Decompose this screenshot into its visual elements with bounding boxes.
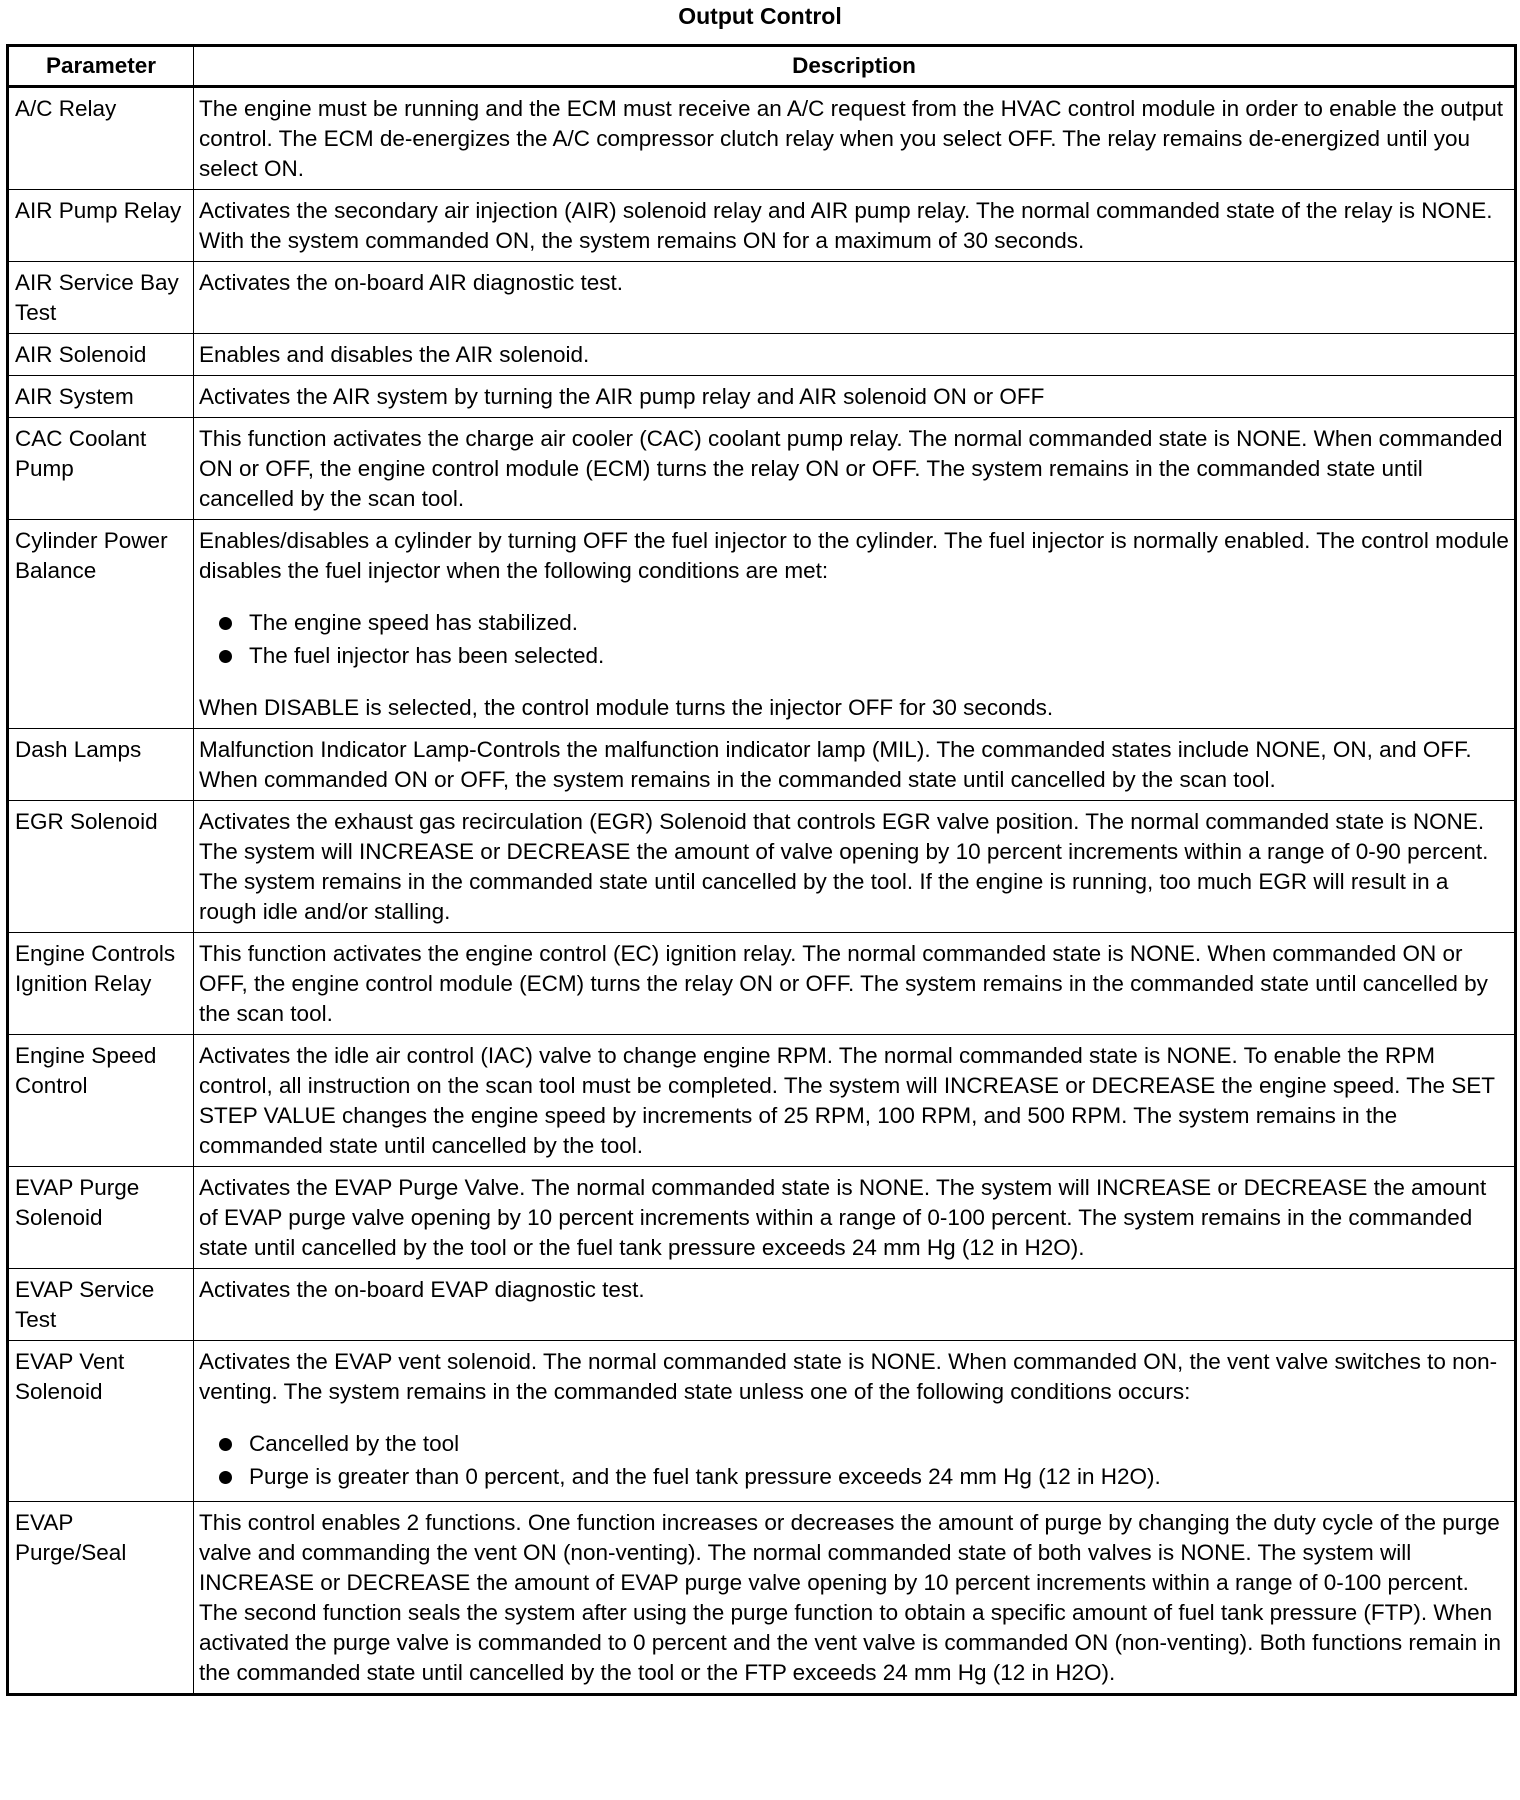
condition-list — [199, 608, 1509, 671]
description-text: Activates the EVAP Purge Valve. The normal commanded state is NONE. The system will INCREASE or DECREASE the amount of EVAP purge valve opening by 10 percent increments within a range of 0-100 percent. The system remains in the commanded state until cancelled by the tool or the fuel tank pressure exceeds 24 mm Hg (12 in H2O). — [199, 1175, 1487, 1260]
description-text: Activates the exhaust gas recirculation (EGR) Solenoid that controls EGR valve position. The normal commanded state is NONE. The system will INCREASE or DECREASE the amount of valve opening by 10 percent increments within a range of 0-90 percent. The system remains in the commanded state until cancelled by the tool. If the engine is running, too much EGR will result in a rough idle and/or stalling. — [199, 809, 1489, 924]
parameter-cell: A/C Relay — [8, 87, 194, 190]
column-header-description: Description — [194, 46, 1516, 87]
table-row — [8, 87, 1516, 190]
description-cell — [194, 1035, 1516, 1167]
description-text: Activates the AIR system by turning the AIR pump relay and AIR solenoid ON or OFF — [199, 384, 1045, 409]
parameter-cell: Cylinder Power Balance — [8, 520, 194, 729]
parameter-cell: AIR System — [8, 376, 194, 418]
description-text: The engine must be running and the ECM must receive an A/C request from the HVAC control module in order to enable the output control. The ECM de-energizes the A/C compressor clutch relay when you select OFF. The relay remains de-energized until you select ON. — [199, 96, 1504, 181]
parameter-cell: CAC Coolant Pump — [8, 418, 194, 520]
table-row — [8, 801, 1516, 933]
output-control-table — [6, 44, 1517, 1696]
description-text: This control enables 2 functions. One function increases or decreases the amount of purge by changing the duty cycle of the purge valve and commanding the vent ON (non-venting). The normal commanded state of both valves is NONE. The system will INCREASE or DECREASE the amount of EVAP purge valve opening by 10 percent increments within a range of 0-100 percent. The second function seals the system after using the purge function to obtain a specific amount of fuel tank pressure (FTP). When activated the purge valve is commanded to 0 percent and the vent valve is commanded ON (non-venting). Both functions remain in the commanded state until cancelled by the tool or the FTP exceeds 24 mm Hg (12 in H2O). — [199, 1510, 1501, 1685]
description-cell — [194, 418, 1516, 520]
description-text: Activates the EVAP vent solenoid. The normal commanded state is NONE. When commanded ON, the vent valve switches to non-venting. The system remains in the commanded state unless one of the following conditions occurs: — [199, 1349, 1498, 1404]
table-row — [8, 190, 1516, 262]
table-row — [8, 1341, 1516, 1502]
condition-list — [199, 1429, 1509, 1492]
description-text: Malfunction Indicator Lamp-Controls the malfunction indicator lamp (MIL). The commanded states include NONE, ON, and OFF. When commanded ON or OFF, the system remains in the commanded state until cancelled by the scan tool. — [199, 737, 1472, 792]
table-row — [8, 1167, 1516, 1269]
bullet-item: The engine speed has stabilized. — [199, 608, 1509, 638]
parameter-cell: EVAP Service Test — [8, 1269, 194, 1341]
description-text: This function activates the charge air cooler (CAC) coolant pump relay. The normal commanded state is NONE. When commanded ON or OFF, the engine control module (ECM) turns the relay ON or OFF. The system remains in the commanded state until cancelled by the scan tool. — [199, 426, 1503, 511]
description-cell — [194, 1502, 1516, 1695]
parameter-cell: EVAP Vent Solenoid — [8, 1341, 194, 1502]
bullet-item: Cancelled by the tool — [199, 1429, 1509, 1459]
description-text: Activates the on-board AIR diagnostic test. — [199, 270, 623, 295]
table-header-row — [8, 46, 1516, 87]
table-row — [8, 1269, 1516, 1341]
table-row — [8, 418, 1516, 520]
description-cell — [194, 262, 1516, 334]
bullet-item: Purge is greater than 0 percent, and the fuel tank pressure exceeds 24 mm Hg (12 in H2O). — [199, 1462, 1509, 1492]
table-row — [8, 262, 1516, 334]
description-cell — [194, 801, 1516, 933]
description-cell — [194, 190, 1516, 262]
description-text: Enables/disables a cylinder by turning OFF the fuel injector to the cylinder. The fuel injector is normally enabled. The control module disables the fuel injector when the following conditions are met: — [199, 528, 1509, 583]
parameter-cell: EVAP Purge/Seal — [8, 1502, 194, 1695]
table-row — [8, 1035, 1516, 1167]
table-row — [8, 376, 1516, 418]
description-text: Enables and disables the AIR solenoid. — [199, 342, 590, 367]
description-text: This function activates the engine control (EC) ignition relay. The normal commanded state is NONE. When commanded ON or OFF, the engine control module (ECM) turns the relay ON or OFF. The system remains in the commanded state until cancelled by the scan tool. — [199, 941, 1488, 1026]
bullet-item: The fuel injector has been selected. — [199, 641, 1509, 671]
table-row — [8, 334, 1516, 376]
description-cell — [194, 334, 1516, 376]
parameter-cell: Engine Speed Control — [8, 1035, 194, 1167]
table-row — [8, 1502, 1516, 1695]
parameter-cell: AIR Service Bay Test — [8, 262, 194, 334]
parameter-cell: AIR Pump Relay — [8, 190, 194, 262]
description-cell — [194, 376, 1516, 418]
description-cell — [194, 520, 1516, 729]
description-text: Activates the idle air control (IAC) valve to change engine RPM. The normal commanded state is NONE. To enable the RPM control, all instruction on the scan tool must be completed. The system will INCREASE or DECREASE the engine speed. The SET STEP VALUE changes the engine speed by increments of 25 RPM, 100 RPM, and 500 RPM. The system remains in the commanded state until cancelled by the tool. — [199, 1043, 1495, 1158]
parameter-cell: Dash Lamps — [8, 729, 194, 801]
description-cell — [194, 1269, 1516, 1341]
table-row — [8, 729, 1516, 801]
column-header-parameter: Parameter — [8, 46, 194, 87]
parameter-cell: EGR Solenoid — [8, 801, 194, 933]
description-cell — [194, 933, 1516, 1035]
page-title: Output Control — [678, 3, 842, 29]
parameter-cell: AIR Solenoid — [8, 334, 194, 376]
description-cell — [194, 729, 1516, 801]
description-cell — [194, 1167, 1516, 1269]
description-note: When DISABLE is selected, the control module turns the injector OFF for 30 seconds. — [199, 695, 1054, 720]
table-row — [8, 933, 1516, 1035]
description-cell — [194, 87, 1516, 190]
table-row — [8, 520, 1516, 729]
description-cell — [194, 1341, 1516, 1502]
description-text: Activates the secondary air injection (AIR) solenoid relay and AIR pump relay. The normal commanded state of the relay is NONE. With the system commanded ON, the system remains ON for a maximum of 30 seconds. — [199, 198, 1493, 253]
parameter-cell: EVAP Purge Solenoid — [8, 1167, 194, 1269]
parameter-cell: Engine Controls Ignition Relay — [8, 933, 194, 1035]
description-text: Activates the on-board EVAP diagnostic test. — [199, 1277, 645, 1302]
